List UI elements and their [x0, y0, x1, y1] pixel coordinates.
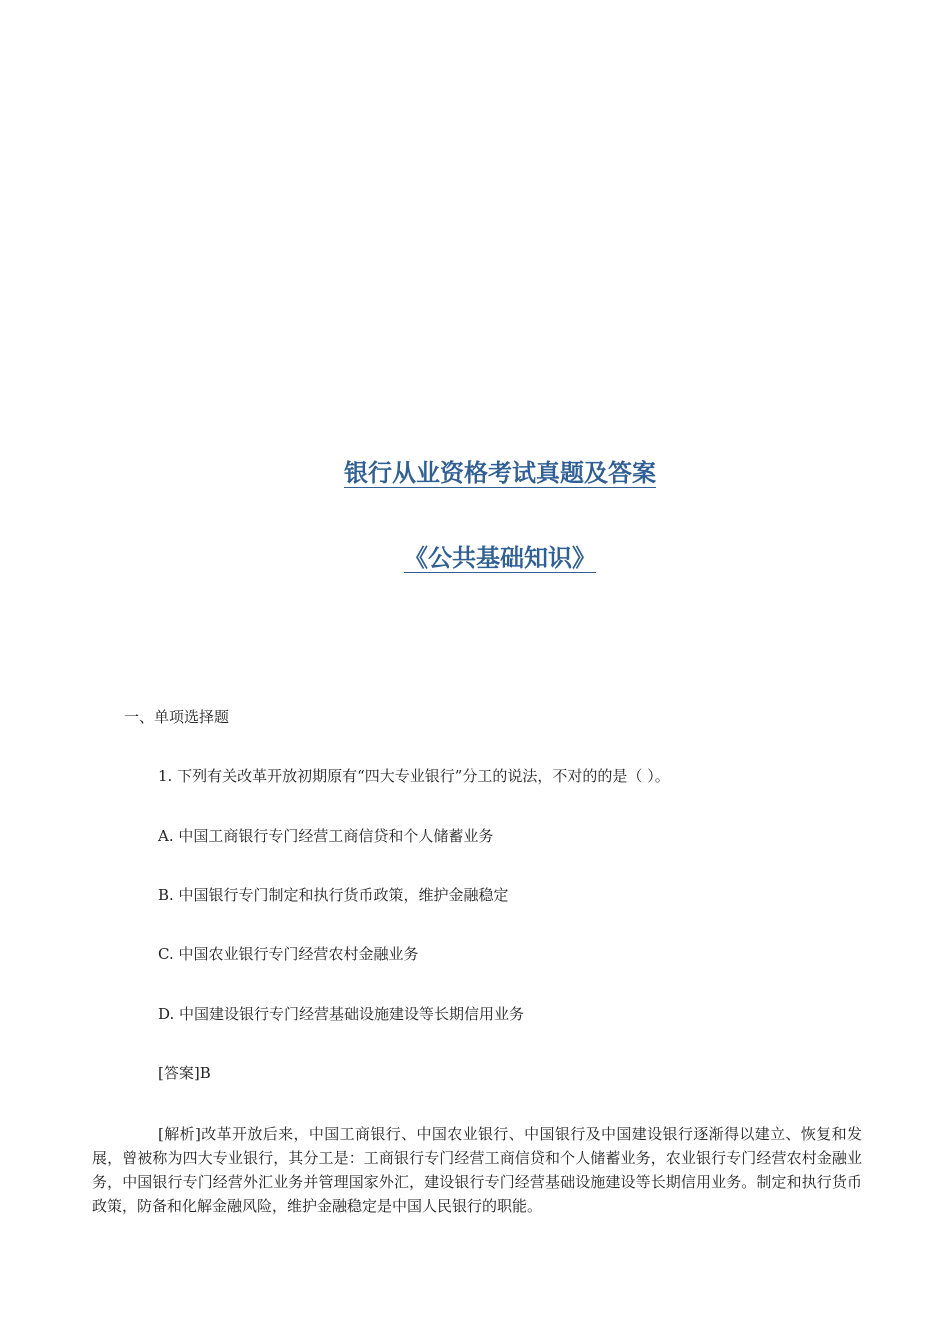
- explanation-paragraph: [解析]改革开放后来，中国工商银行、中国农业银行、中国银行及中国建设银行逐渐得以建立、恢复和发展，曾被称为四大专业银行，其分工是：工商银行专门经营工商信贷和个人储蓄业务，农业银行专门经营农村金融业务，中国银行专门经营外汇业务并管理国家外汇，建设银行专门经营基础设施建设等长期信用业务。制定和执行货币政策，防备和化解金融风险，维护金融稳定是中国人民银行的职能。: [92, 1125, 862, 1215]
- section-heading: 一、单项选择题: [124, 708, 230, 726]
- question-stem: 1. 下列有关改革开放初期原有“四大专业银行”分工的说法，不对的的是（ ）。: [158, 767, 670, 785]
- document-subtitle: 《公共基础知识》: [404, 543, 596, 572]
- option-b: B. 中国银行专门制定和执行货币政策，维护金融稳定: [158, 886, 509, 904]
- option-c: C. 中国农业银行专门经营农村金融业务: [158, 945, 419, 963]
- option-d: D. 中国建设银行专门经营基础设施建设等长期信用业务: [158, 1005, 525, 1023]
- document-title: 银行从业资格考试真题及答案: [344, 458, 656, 487]
- answer-line: [答案]B: [158, 1064, 211, 1082]
- option-a: A. 中国工商银行专门经营工商信贷和个人储蓄业务: [158, 827, 494, 845]
